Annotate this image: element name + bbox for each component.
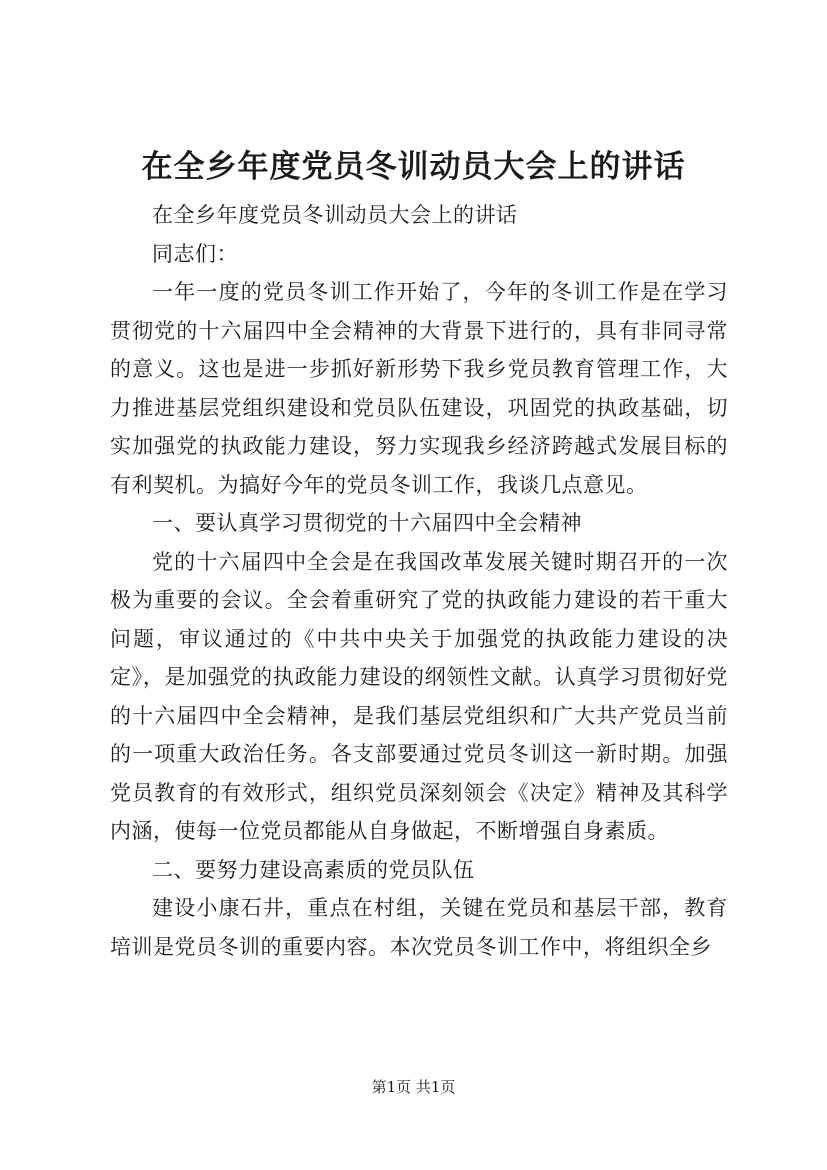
document-title: 在全乡年度党员冬训动员大会上的讲话	[141, 149, 686, 185]
paragraph-salutation: 同志们：	[152, 241, 238, 266]
section-heading-2: 二、要努力建设高素质的党员队伍	[152, 857, 475, 882]
paragraph-section-2: 建设小康石井，重点在村组，关键在党员和基层干部，教育培训是党员冬训的重要内容。本次党员冬训工作中，将组织全乡	[110, 896, 728, 959]
document-body	[110, 196, 728, 966]
paragraph-section-1: 党的十六届四中全会是在我国改革发展关键时期召开的一次极为重要的会议。全会着重研究了党的执政能力建设的若干重大问题，审议通过的《中共中央关于加强党的执政能力建设的决定》，是加强党的执政能力建设的纲领性文献。认真学习贯彻好党的十六届四中全会精神，是我们基层党组织和广大共产党员当前的一项重大政治任务。各支部要通过党员冬训这一新时期。加强党员教育的有效形式，组织党员深刻领会《决定》精神及其科学内涵，使每一位党员都能从自身做起，不断增强自身素质。	[110, 549, 728, 843]
section-heading-1: 一、要认真学习贯彻党的十六届四中全会精神	[152, 511, 582, 535]
page-footer: 第1页 共1页	[371, 1078, 456, 1096]
paragraph-subtitle: 在全乡年度党员冬训动员大会上的讲话	[152, 203, 518, 227]
paragraph-intro: 一年一度的党员冬训工作开始了，今年的冬训工作是在学习贯彻党的十六届四中全会精神的大背景下进行的，具有非同寻常的意义。这也是进一步抓好新形势下我乡党员教育管理工作，大力推进基层党组织建设和党员队伍建设，巩固党的执政基础，切实加强党的执政能力建设，努力实现我乡经济跨越式发展目标的有利契机。为搞好今年的党员冬训工作，我谈几点意见。	[110, 280, 728, 497]
